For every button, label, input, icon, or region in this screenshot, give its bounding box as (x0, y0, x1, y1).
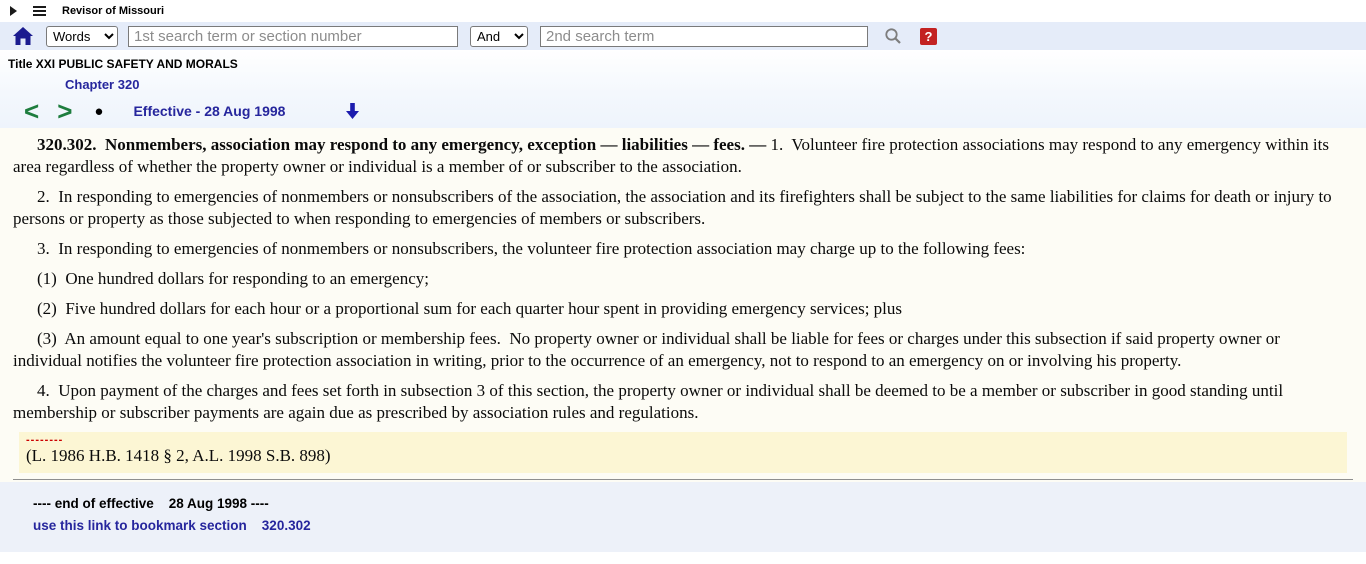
search-button[interactable] (884, 27, 902, 45)
search-mode-select[interactable] (46, 26, 118, 47)
bullet-icon: ● (94, 102, 104, 120)
section-opening-text: 1. Volunteer fire protection associations may respond to any emergency within its area regardless of whether the property owner or individual is a member of or subscriber to the association. (13, 135, 1334, 176)
search-input-1[interactable] (128, 26, 458, 47)
section-nav (0, 94, 1366, 128)
statute-paragraph: 3. In responding to emergencies of nonmembers or nonsubscribers, the volunteer fire protection association may charge up to the following fees: (37, 239, 1026, 258)
section-heading: 320.302. Nonmembers, association may respond to any emergency, exception — liabilities — fees. — (37, 135, 771, 154)
statute-paragraph: (2) Five hundred dollars for each hour or a proportional sum for each quarter hour spent in providing emergency services; plus (37, 299, 903, 318)
separator-rule (13, 479, 1353, 480)
home-icon (12, 26, 34, 46)
heading-zone (0, 50, 1366, 128)
history-box (19, 432, 1347, 473)
statute-paragraph: 2. In responding to emergencies of nonmembers or nonsubscribers of the association, the association and its firefighters shall be subject to the same liabilities for claims for death or injury to persons or property as those subjected to when responding to emergencies of members or subscribers. (13, 187, 1336, 228)
expand-arrow-icon[interactable] (10, 6, 17, 16)
search-icon (884, 27, 902, 45)
next-section-button[interactable]: > (57, 96, 73, 126)
statute-paragraph: (3) An amount equal to one year's subscription or membership fees. No property owner or individual shall be liable for fees or charges under this subsection if said property owner or individual notifies the volunteer fire protection association in writing, prior to the occurrence of an emergency, not to respond to an emergency on or involving his property. (13, 329, 1285, 370)
end-of-effective-label: ---- end of effective 28 Aug 1998 ---- (33, 496, 269, 511)
history-citation: (L. 1986 H.B. 1418 § 2, A.L. 1998 S.B. 898) (26, 446, 331, 465)
home-button[interactable] (12, 26, 34, 46)
title-heading: Title XXI PUBLIC SAFETY AND MORALS (8, 57, 238, 71)
app-title: Revisor of Missouri (62, 5, 165, 17)
statute-paragraph: 4. Upon payment of the charges and fees set forth in subsection 3 of this section, the property owner or individual shall be deemed to be a member or subscriber in good standing until membership or subscriber payments are again due as prescribed by association rules and regulations. (13, 381, 1288, 422)
history-divider: -------- (26, 434, 64, 446)
top-window-bar (0, 0, 1366, 22)
statute-paragraph (13, 134, 1353, 178)
help-icon[interactable]: ? (920, 28, 937, 45)
bookmark-section-link[interactable]: use this link to bookmark section 320.302 (33, 518, 311, 533)
search-bar (0, 22, 1366, 50)
jump-down-button[interactable] (345, 102, 360, 120)
chapter-link[interactable]: Chapter 320 (65, 77, 140, 92)
down-arrow-icon (345, 102, 360, 120)
search-operator-select[interactable] (470, 26, 528, 47)
effective-date-label: Effective - 28 Aug 1998 (133, 103, 286, 119)
search-input-2[interactable] (540, 26, 868, 47)
statute-paragraph: (1) One hundred dollars for responding to an emergency; (37, 269, 429, 288)
previous-section-button[interactable]: < (24, 96, 40, 126)
footer (0, 482, 1366, 552)
statute-body (0, 128, 1366, 482)
menu-icon[interactable] (33, 6, 46, 16)
